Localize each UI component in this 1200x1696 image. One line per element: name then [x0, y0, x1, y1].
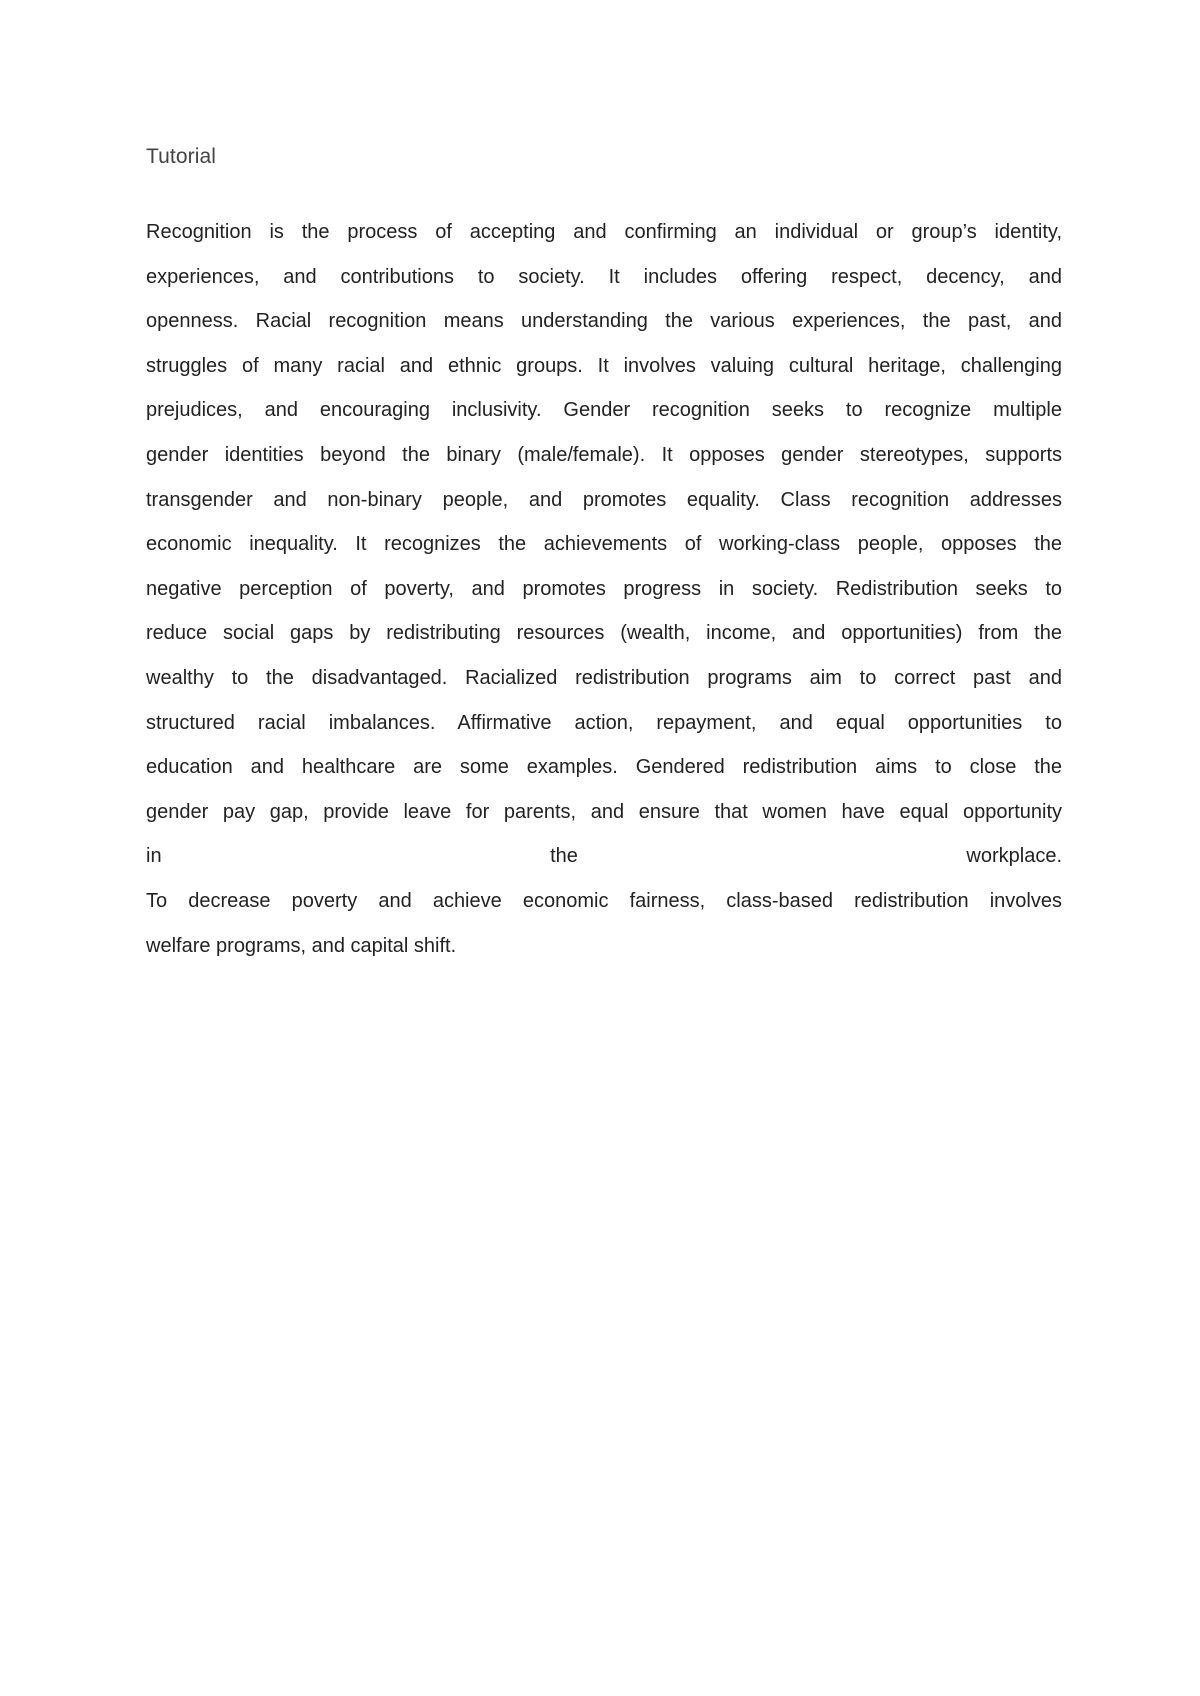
document-body: [146, 142, 1062, 968]
text-line: in the workplace.: [146, 845, 1062, 868]
text-line: gender pay gap, provide leave for parents, and ensure that women have equal opportunity: [146, 800, 1062, 823]
text-line: Recognition is the process of accepting and confirming an individual or group’s identity,: [146, 221, 1062, 243]
text-line: To decrease poverty and achieve economic fairness, class-based redistribution involves: [146, 889, 1062, 912]
text-line: structured racial imbalances. Affirmative action, repayment, and equal opportunities to: [146, 711, 1062, 734]
text-line: wealthy to the disadvantaged. Racialized redistribution programs aim to correct past and: [146, 666, 1062, 689]
text-line: reduce social gaps by redistributing resources (wealth, income, and opportunities) from the: [146, 622, 1062, 645]
text-line: education and healthcare are some examples. Gendered redistribution aims to close the: [146, 756, 1062, 779]
text-line: gender identities beyond the binary (male/female). It opposes gender stereotypes, supports: [146, 443, 1062, 466]
text-line: negative perception of poverty, and promotes progress in society. Redistribution seeks to: [146, 577, 1062, 600]
document-heading: Tutorial: [146, 145, 217, 168]
paragraph-redistribution: [146, 879, 1062, 968]
text-line: experiences, and contributions to society. It includes offering respect, decency, and: [146, 265, 1062, 288]
paragraph-recognition: [146, 210, 1062, 879]
text-line: struggles of many racial and ethnic groups. It involves valuing cultural heritage, challenging: [146, 354, 1062, 377]
text-line: welfare programs, and capital shift.: [146, 934, 457, 957]
text-line: openness. Racial recognition means understanding the various experiences, the past, and: [146, 310, 1062, 333]
text-line: prejudices, and encouraging inclusivity. Gender recognition seeks to recognize multiple: [146, 399, 1062, 422]
text-line: economic inequality. It recognizes the achievements of working-class people, opposes the: [146, 533, 1062, 556]
text-line: transgender and non-binary people, and promotes equality. Class recognition addresses: [146, 488, 1062, 511]
